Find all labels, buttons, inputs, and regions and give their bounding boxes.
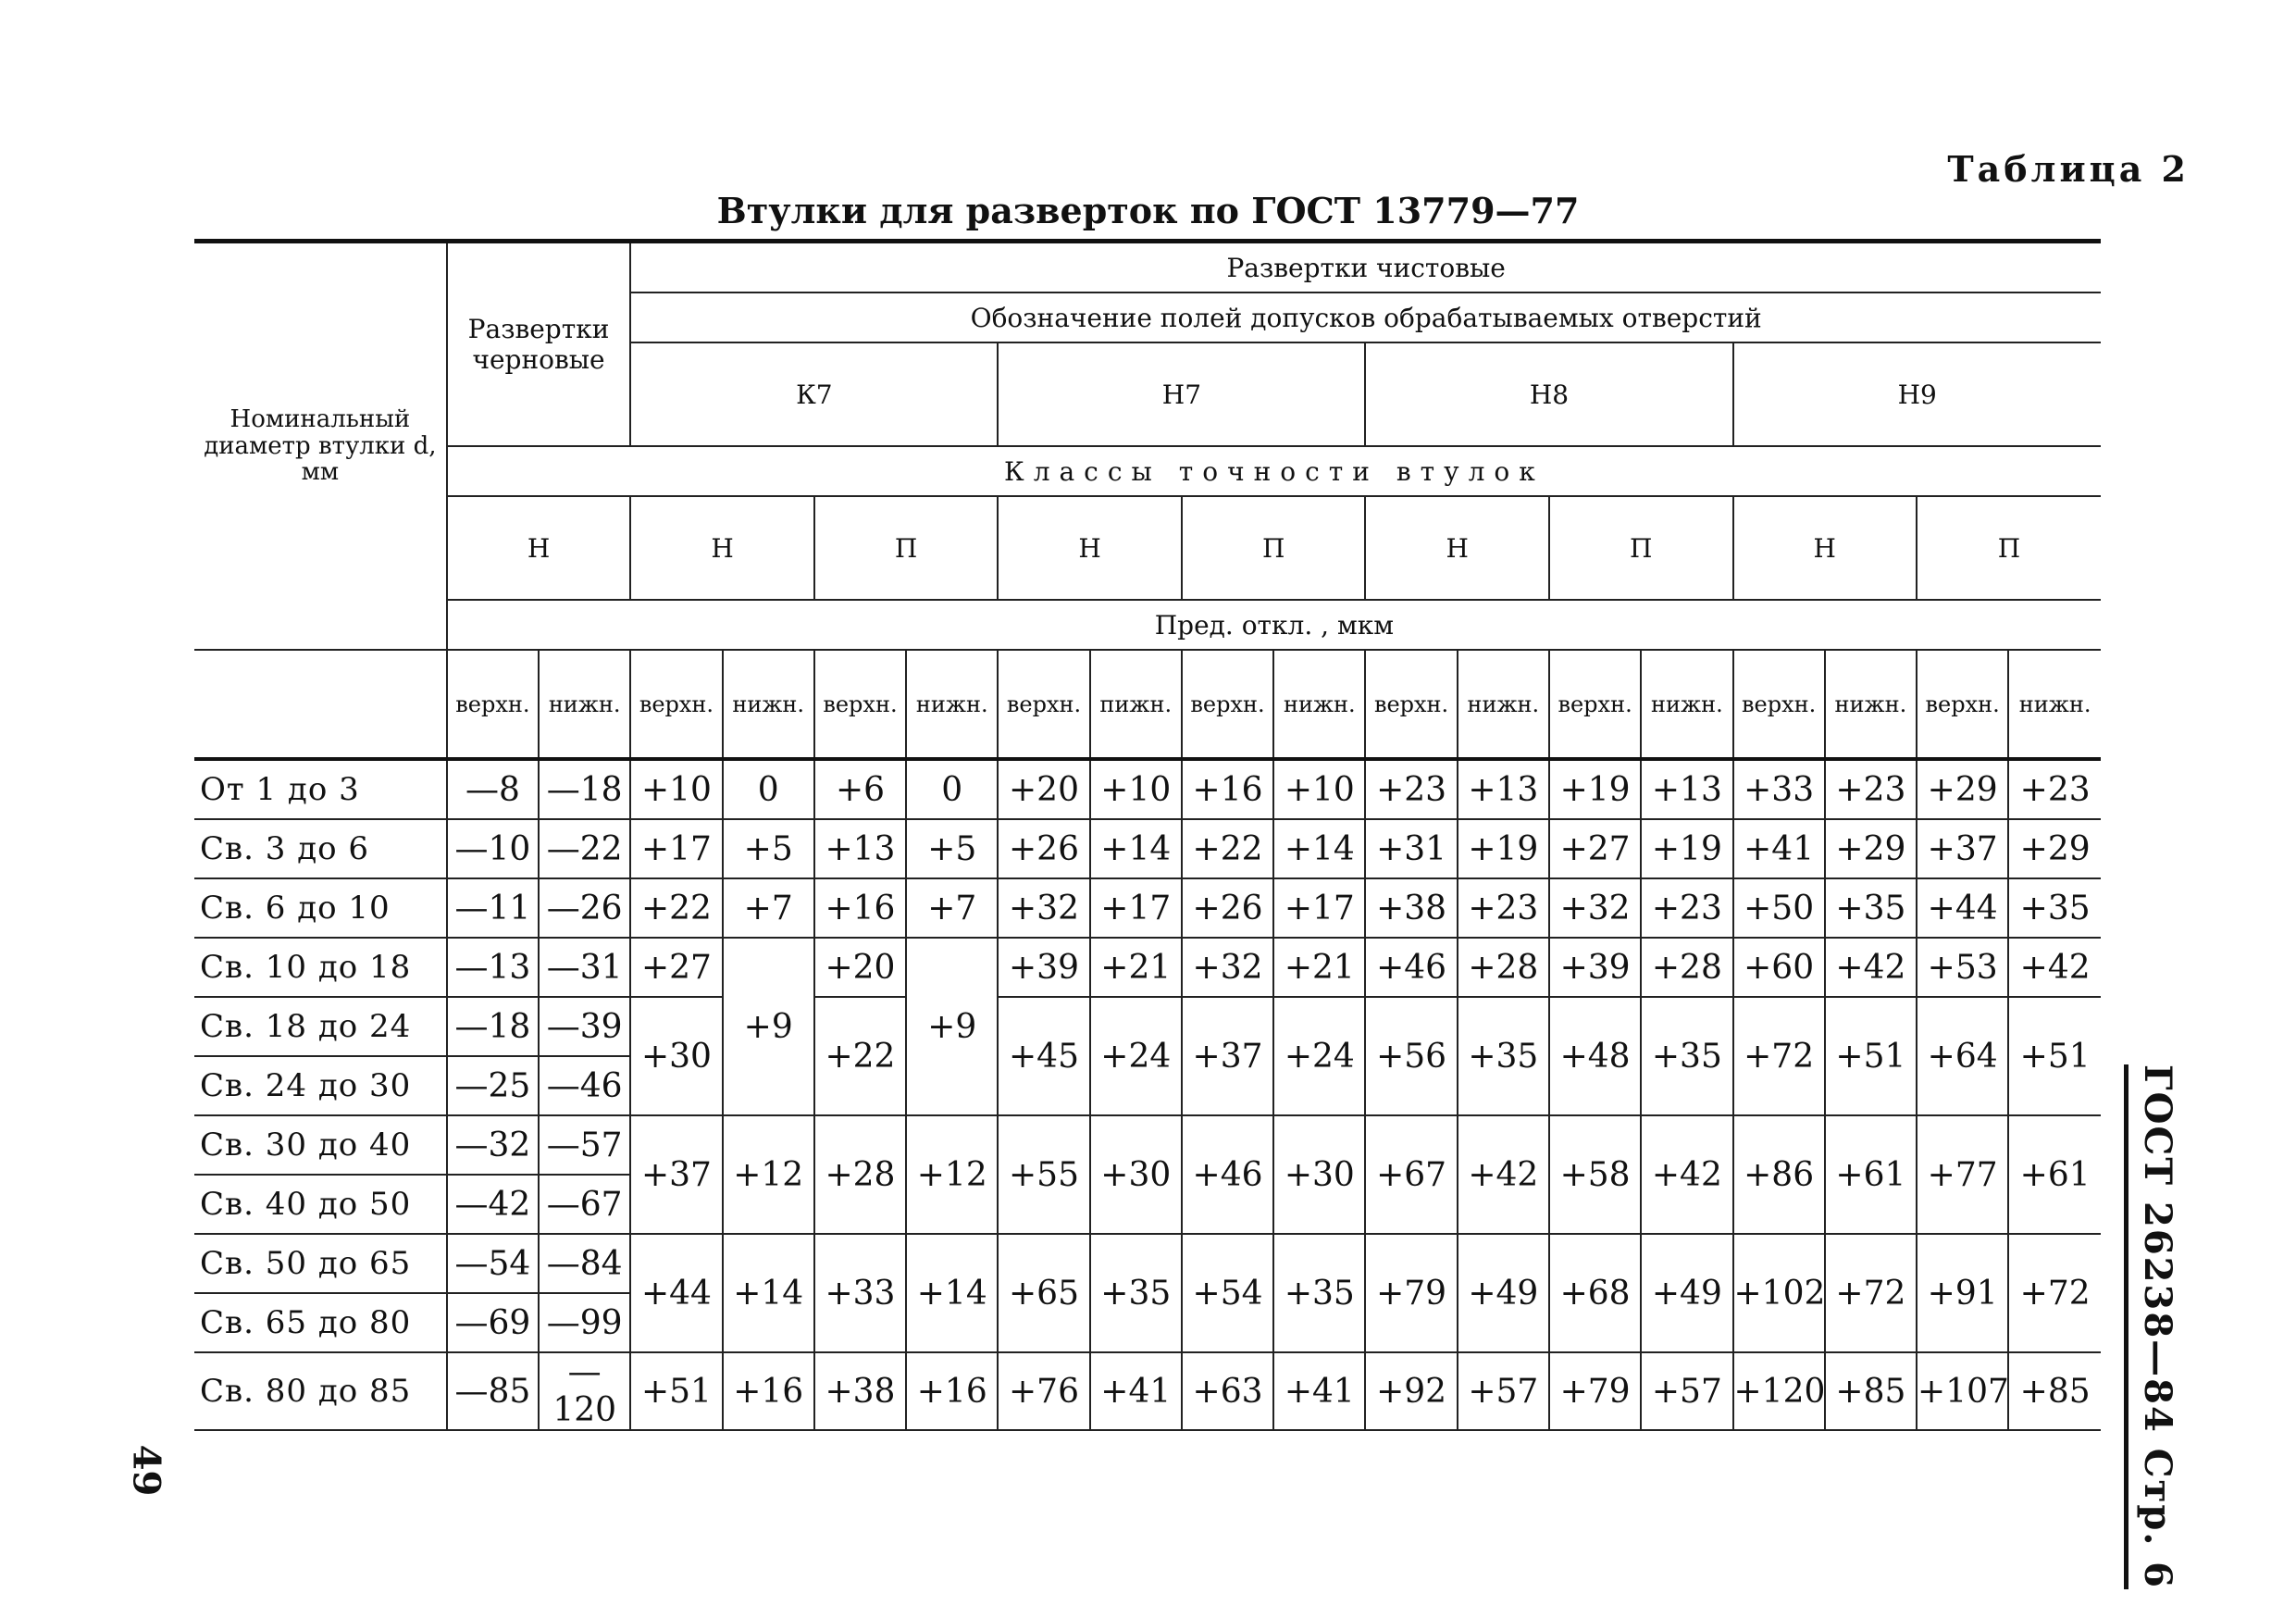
deviation-cell: +120: [1733, 1352, 1825, 1430]
header-lower: нижн.: [2008, 650, 2101, 759]
deviation-cell: +91: [1917, 1234, 2008, 1352]
deviation-cell: +29: [2008, 819, 2101, 878]
header-class-p: П: [1182, 496, 1366, 600]
deviation-cell: +92: [1365, 1352, 1457, 1430]
header-class-n: Н: [630, 496, 814, 600]
deviation-cell: +63: [1182, 1352, 1273, 1430]
deviation-cell: +13: [1458, 759, 1549, 819]
deviation-cell: —57: [539, 1115, 630, 1175]
deviation-cell: +55: [998, 1115, 1089, 1234]
deviation-cell: —54: [447, 1234, 539, 1293]
deviation-cell: +21: [1090, 938, 1182, 997]
deviation-cell: +49: [1641, 1234, 1732, 1352]
deviation-cell: —69: [447, 1293, 539, 1352]
deviation-cell: —46: [539, 1056, 630, 1115]
deviation-cell: +26: [1182, 878, 1273, 938]
header-lower: нижн.: [723, 650, 814, 759]
deviation-cell: +14: [1273, 819, 1365, 878]
deviation-cell: +10: [1273, 759, 1365, 819]
header-accuracy-classes: Классы точности втулок: [447, 446, 2101, 496]
deviation-cell: +33: [814, 1234, 906, 1352]
header-nominal-diameter: Номинальный диаметр втулки d, мм: [194, 242, 447, 651]
header-upper: верхн.: [998, 650, 1089, 759]
header-class-n: Н: [1733, 496, 1917, 600]
deviation-cell: +56: [1365, 997, 1457, 1115]
deviation-cell: +35: [1825, 878, 1917, 938]
deviation-cell: +76: [998, 1352, 1089, 1430]
deviation-cell: +54: [1182, 1234, 1273, 1352]
table-row: [194, 878, 2101, 938]
deviation-cell: +6: [814, 759, 906, 819]
deviation-cell: +46: [1365, 938, 1457, 997]
deviation-cell: +46: [1182, 1115, 1273, 1234]
header-upper: верхн.: [630, 650, 722, 759]
deviation-cell: +23: [1458, 878, 1549, 938]
deviation-cell: +24: [1090, 997, 1182, 1115]
deviation-cell: +38: [1365, 878, 1457, 938]
table-row: [194, 759, 2101, 819]
deviation-cell: +23: [2008, 759, 2101, 819]
page-number: 49: [124, 1444, 168, 1497]
deviation-cell: +107: [1917, 1352, 2008, 1430]
header-tolerance-fields: Обозначение полей допусков обрабатываемых отверстий: [630, 292, 2101, 342]
header-lower: нижн.: [1825, 650, 1917, 759]
header-deviation-units: Пред. откл. , мкм: [447, 600, 2101, 650]
deviation-cell: +42: [1825, 938, 1917, 997]
deviation-cell: +12: [906, 1115, 998, 1234]
deviation-cell: +42: [2008, 938, 2101, 997]
table-row: [194, 938, 2101, 997]
deviation-cell: +86: [1733, 1115, 1825, 1234]
deviation-cell: +16: [723, 1352, 814, 1430]
table-number-label: Таблица 2: [1947, 148, 2190, 190]
deviation-cell: +37: [1182, 997, 1273, 1115]
deviation-cell: +41: [1733, 819, 1825, 878]
header-class-p: П: [1549, 496, 1733, 600]
table-row: [194, 1352, 2101, 1430]
header-rough-reamers: Развертки черновые: [447, 242, 631, 447]
header-lower: нижн.: [1641, 650, 1732, 759]
row-diameter-label: Св. 30 до 40: [194, 1115, 447, 1175]
deviation-cell: +17: [630, 819, 722, 878]
deviation-cell: +27: [630, 938, 722, 997]
deviation-cell: +58: [1549, 1115, 1641, 1234]
deviation-cell: +51: [630, 1352, 722, 1430]
deviation-cell: +61: [1825, 1115, 1917, 1234]
deviation-cell: +31: [1365, 819, 1457, 878]
deviation-cell: +57: [1458, 1352, 1549, 1430]
deviation-cell: +17: [1273, 878, 1365, 938]
deviation-cell: —31: [539, 938, 630, 997]
deviation-cell: —10: [447, 819, 539, 878]
header-upper: верхн.: [1733, 650, 1825, 759]
deviation-cell: —42: [447, 1175, 539, 1234]
deviation-cell: +14: [906, 1234, 998, 1352]
deviation-cell: +19: [1458, 819, 1549, 878]
deviation-cell: —18: [447, 997, 539, 1056]
deviation-cell: +102: [1733, 1234, 1825, 1352]
header-upper: верхн.: [1549, 650, 1641, 759]
header-class-p: П: [1917, 496, 2101, 600]
deviation-cell: +64: [1917, 997, 2008, 1115]
deviation-cell: —11: [447, 878, 539, 938]
deviation-cell: —67: [539, 1175, 630, 1234]
header-upper: верхн.: [447, 650, 539, 759]
deviation-cell: —13: [447, 938, 539, 997]
deviation-cell: +50: [1733, 878, 1825, 938]
deviation-cell: +9: [723, 938, 814, 1115]
deviation-cell: +13: [814, 819, 906, 878]
table-row: [194, 1234, 2101, 1293]
deviation-cell: +23: [1641, 878, 1732, 938]
deviation-cell: +12: [723, 1115, 814, 1234]
deviation-cell: +10: [630, 759, 722, 819]
deviation-cell: +13: [1641, 759, 1732, 819]
row-diameter-label: Св. 18 до 24: [194, 997, 447, 1056]
deviation-cell: +60: [1733, 938, 1825, 997]
deviation-cell: +35: [1458, 997, 1549, 1115]
deviation-cell: +21: [1273, 938, 1365, 997]
deviation-cell: +28: [1458, 938, 1549, 997]
deviation-cell: +16: [906, 1352, 998, 1430]
table-row: [194, 997, 2101, 1056]
deviation-cell: +30: [1090, 1115, 1182, 1234]
header-h7: Н7: [998, 342, 1365, 446]
deviation-cell: +79: [1365, 1234, 1457, 1352]
header-class-n: Н: [1365, 496, 1549, 600]
header-lower: нижн.: [906, 650, 998, 759]
deviation-cell: +30: [1273, 1115, 1365, 1234]
deviation-cell: +28: [814, 1115, 906, 1234]
deviation-cell: +61: [2008, 1115, 2101, 1234]
header-upper: верхн.: [814, 650, 906, 759]
deviation-cell: +72: [1825, 1234, 1917, 1352]
deviation-cell: —25: [447, 1056, 539, 1115]
deviation-cell: +68: [1549, 1234, 1641, 1352]
header-upper: верхн.: [1917, 650, 2008, 759]
deviation-cell: 0: [723, 759, 814, 819]
deviation-cell: +22: [1182, 819, 1273, 878]
deviation-cell: +85: [2008, 1352, 2101, 1430]
deviation-cell: +35: [1273, 1234, 1365, 1352]
header-lower: нижн.: [539, 650, 630, 759]
row-diameter-label: Св. 6 до 10: [194, 878, 447, 938]
deviation-cell: +28: [1641, 938, 1732, 997]
deviation-cell: +17: [1090, 878, 1182, 938]
deviation-cell: +9: [906, 938, 998, 1115]
header-class-n: Н: [447, 496, 631, 600]
deviation-cell: +30: [630, 997, 722, 1115]
table-title: Втулки для разверток по ГОСТ 13779—77: [716, 190, 1580, 231]
header-upper: верхн.: [1182, 650, 1273, 759]
deviation-cell: +53: [1917, 938, 2008, 997]
deviation-cell: +5: [906, 819, 998, 878]
deviation-cell: +51: [2008, 997, 2101, 1115]
header-lower: нижн.: [1458, 650, 1549, 759]
deviation-cell: +19: [1549, 759, 1641, 819]
deviation-cell: —99: [539, 1293, 630, 1352]
row-diameter-label: Св. 40 до 50: [194, 1175, 447, 1234]
deviation-cell: +42: [1458, 1115, 1549, 1234]
deviation-cell: +14: [1090, 819, 1182, 878]
deviation-cell: +65: [998, 1234, 1089, 1352]
deviation-cell: —22: [539, 819, 630, 878]
table-row: [194, 819, 2101, 878]
deviation-cell: +85: [1825, 1352, 1917, 1430]
deviation-cell: +72: [2008, 1234, 2101, 1352]
header-upper: верхн.: [1365, 650, 1457, 759]
row-diameter-label: Св. 24 до 30: [194, 1056, 447, 1115]
deviation-cell: +20: [814, 938, 906, 997]
deviation-cell: —85: [447, 1352, 539, 1430]
deviation-cell: —26: [539, 878, 630, 938]
header-class-p: П: [814, 496, 999, 600]
deviation-cell: +26: [998, 819, 1089, 878]
tolerance-table: [194, 239, 2101, 1431]
deviation-cell: +35: [1090, 1234, 1182, 1352]
deviation-cell: —84: [539, 1234, 630, 1293]
deviation-cell: +32: [1182, 938, 1273, 997]
deviation-cell: +16: [1182, 759, 1273, 819]
deviation-cell: +7: [906, 878, 998, 938]
deviation-cell: +49: [1458, 1234, 1549, 1352]
row-diameter-label: Св. 10 до 18: [194, 938, 447, 997]
deviation-cell: +45: [998, 997, 1089, 1115]
tolerance-table-body: [194, 759, 2101, 1430]
header-h8: Н8: [1365, 342, 1732, 446]
deviation-cell: +20: [998, 759, 1089, 819]
deviation-cell: +48: [1549, 997, 1641, 1115]
deviation-cell: +7: [723, 878, 814, 938]
deviation-cell: +37: [630, 1115, 722, 1234]
deviation-cell: +32: [1549, 878, 1641, 938]
deviation-cell: +57: [1641, 1352, 1732, 1430]
deviation-cell: +79: [1549, 1352, 1641, 1430]
row-diameter-label: Св. 50 до 65: [194, 1234, 447, 1293]
deviation-cell: 0: [906, 759, 998, 819]
deviation-cell: +77: [1917, 1115, 2008, 1234]
deviation-cell: +67: [1365, 1115, 1457, 1234]
deviation-cell: +33: [1733, 759, 1825, 819]
deviation-cell: +39: [1549, 938, 1641, 997]
deviation-cell: +51: [1825, 997, 1917, 1115]
deviation-cell: +23: [1825, 759, 1917, 819]
deviation-cell: +10: [1090, 759, 1182, 819]
tolerance-table-container: [194, 239, 2101, 1431]
deviation-cell: +5: [723, 819, 814, 878]
deviation-cell: +14: [723, 1234, 814, 1352]
deviation-cell: —8: [447, 759, 539, 819]
deviation-cell: —120: [539, 1352, 630, 1430]
deviation-cell: +44: [630, 1234, 722, 1352]
deviation-cell: +35: [1641, 997, 1732, 1115]
side-gost-label: ГОСТ 26238—84 Стр. 6: [2124, 1064, 2179, 1589]
header-finish-reamers: Развертки чистовые: [630, 242, 2101, 293]
header-class-n: Н: [998, 496, 1182, 600]
deviation-cell: +44: [1917, 878, 2008, 938]
deviation-cell: +24: [1273, 997, 1365, 1115]
deviation-cell: —39: [539, 997, 630, 1056]
deviation-cell: +27: [1549, 819, 1641, 878]
deviation-cell: +23: [1365, 759, 1457, 819]
table-row: [194, 1115, 2101, 1175]
deviation-cell: +37: [1917, 819, 2008, 878]
deviation-cell: +35: [2008, 878, 2101, 938]
row-diameter-label: Св. 65 до 80: [194, 1293, 447, 1352]
deviation-cell: +32: [998, 878, 1089, 938]
row-diameter-label: От 1 до 3: [194, 759, 447, 819]
deviation-cell: +41: [1090, 1352, 1182, 1430]
header-k7: К7: [630, 342, 998, 446]
row-diameter-label: Св. 3 до 6: [194, 819, 447, 878]
deviation-cell: —18: [539, 759, 630, 819]
deviation-cell: +19: [1641, 819, 1732, 878]
deviation-cell: +39: [998, 938, 1089, 997]
row-diameter-label: Св. 80 до 85: [194, 1352, 447, 1430]
deviation-cell: +29: [1917, 759, 2008, 819]
header-corner-blank: [194, 650, 447, 759]
deviation-cell: +22: [630, 878, 722, 938]
deviation-cell: +41: [1273, 1352, 1365, 1430]
deviation-cell: —32: [447, 1115, 539, 1175]
deviation-cell: +29: [1825, 819, 1917, 878]
deviation-cell: +22: [814, 997, 906, 1115]
header-lower: нижн.: [1273, 650, 1365, 759]
deviation-cell: +16: [814, 878, 906, 938]
header-h9: Н9: [1733, 342, 2102, 446]
header-lower: пижн.: [1090, 650, 1182, 759]
deviation-cell: +42: [1641, 1115, 1732, 1234]
deviation-cell: +38: [814, 1352, 906, 1430]
deviation-cell: +72: [1733, 997, 1825, 1115]
